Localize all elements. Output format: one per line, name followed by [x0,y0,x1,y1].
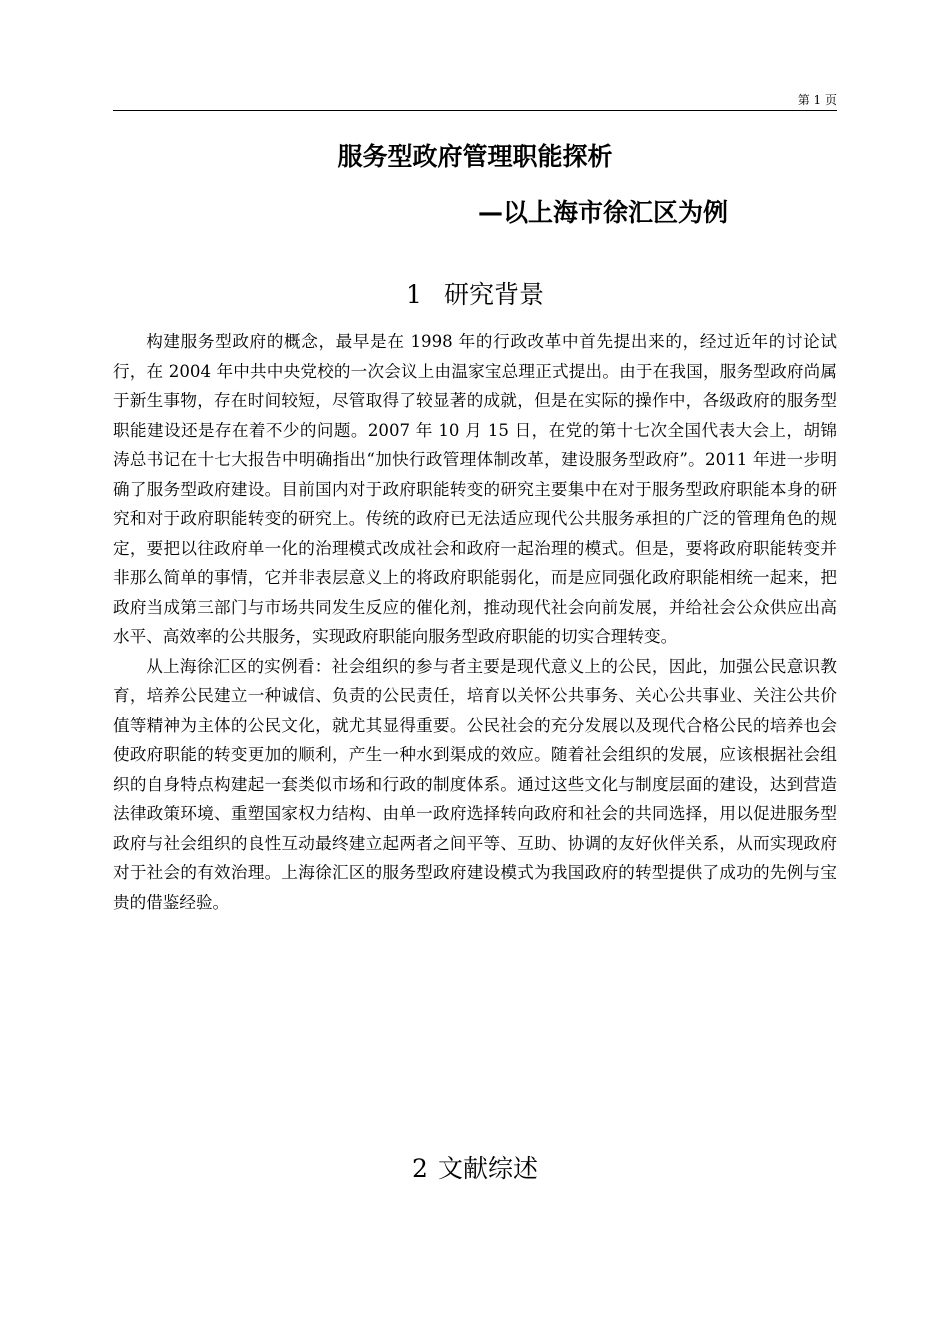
page-number: 第 1 页 [797,93,837,107]
document-title: 服务型政府管理职能探析 [337,142,613,171]
section-title: 研究背景 [443,280,544,309]
page-header [113,92,837,111]
section-1-body [113,327,837,917]
section-heading-1 [0,278,950,312]
section-number: 1 [406,280,422,309]
paragraph: 从上海徐汇区的实例看：社会组织的参与者主要是现代意义上的公民，因此，加强公民意识教育，培养公民建立一种诚信、负责的公民责任，培育以关怀公共事务、关心公共事业、关注公共价值等精神为主体的公民文化，就尤其显得重要。公民社会的充分发展以及现代合格公民的培养也会使政府职能的转变更加的顺利，产生一种水到渠成的效应。随着社会组织的发展，应该根据社会组织的自身特点构建起一套类似市场和行政的制度体系。通过这些文化与制度层面的建设，达到营造法律政策环境、重塑国家权力结构、由单一政府选择转向政府和社会的共同选择，用以促进服务型政府与社会组织的良性互动最终建立起两者之间平等、互助、协调的友好伙伴关系，从而实现政府对于社会的有效治理。上海徐汇区的服务型政府建设模式为我国政府的转型提供了成功的先例与宝贵的借鉴经验。 [113,656,837,912]
document-subtitle: —以上海市徐汇区为例 [478,198,729,227]
section-number: 2 [412,1154,428,1183]
section-heading-2 [0,1152,950,1186]
paragraph: 构建服务型政府的概念，最早是在 1998 年的行政改革中首先提出来的，经过近年的讨论试行，在 2004 年中共中央党校的一次会议上由温家宝总理正式提出。由于在我国，服务型政府尚属于新生事物，存在时间较短，尽管取得了较显著的成就，但是在实际的操作中，各级政府的服务型职能建设还是存在着不少的问题。2007 年 10 月 15 日，在党的第十七次全国代表大会上，胡锦涛总书记在十七大报告中明确指出“加快行政管理体制改革，建设服务型政府”。2011 年进一步明确了服务型政府建设。目前国内对于政府职能转变的研究主要集中在对于服务型政府职能本身的研究和对于政府职能转变的研究上。传统的政府已无法适应现代公共服务承担的广泛的管理角色的规定，要把以往政府单一化的治理模式改成社会和政府一起治理的模式。但是，要将政府职能转变并非那么简单的事情，它并非表层意义上的将政府职能弱化，而是应同强化政府职能相统一起来，把政府当成第三部门与市场共同发生反应的催化剂，推动现代社会向前发展，并给社会公众供应出高水平、高效率的公共服务，实现政府职能向服务型政府职能的切实合理转变。 [113,332,837,646]
section-title: 文献综述 [437,1154,538,1183]
